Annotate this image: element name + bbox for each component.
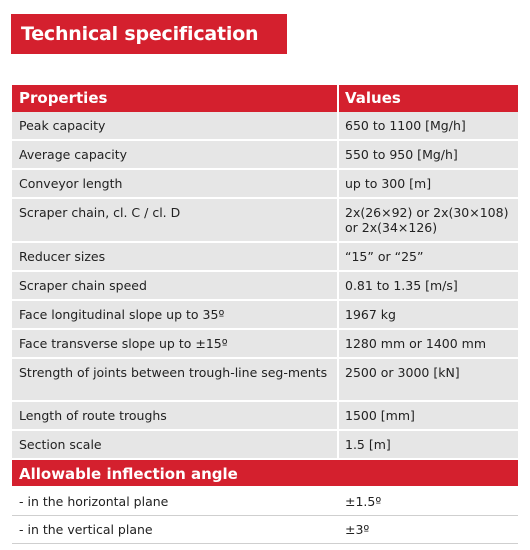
property-cell: Conveyor length (12, 170, 339, 197)
value-cell: “15” or “25” (339, 243, 518, 270)
value-cell: 1.5 [m] (339, 431, 518, 458)
table-row (12, 330, 518, 359)
property-cell: Face longitudinal slope up to 35º (12, 301, 339, 328)
value-cell: 1967 kg (339, 301, 518, 328)
property-cell: Scraper chain speed (12, 272, 339, 299)
table-row (12, 431, 518, 460)
table-row (12, 112, 518, 141)
property-cell: Section scale (12, 431, 339, 458)
property-cell: Scraper chain, cl. C / cl. D (12, 199, 339, 241)
property-cell: Length of route troughs (12, 402, 339, 429)
specification-table (12, 85, 518, 544)
table-row (12, 170, 518, 199)
value-cell: 2500 or 3000 [kN] (339, 359, 518, 400)
table-row (12, 141, 518, 170)
property-cell: Average capacity (12, 141, 339, 168)
table-row (12, 301, 518, 330)
table-row (12, 272, 518, 301)
header-properties: Properties (12, 85, 339, 112)
value-cell: 0.81 to 1.35 [m/s] (339, 272, 518, 299)
table-row (12, 359, 518, 402)
value-cell: 550 to 950 [Mg/h] (339, 141, 518, 168)
value-cell: ±3º (345, 522, 370, 537)
property-cell: - in the vertical plane (19, 522, 153, 537)
header-values: Values (345, 89, 401, 107)
property-cell: - in the horizontal plane (19, 494, 169, 509)
value-cell: 650 to 1100 [Mg/h] (339, 112, 518, 139)
table-row (12, 199, 518, 243)
inflection-section-title: Allowable inflection angle (12, 460, 518, 488)
property-cell: Strength of joints between trough-line seg-ments (12, 359, 339, 400)
property-cell: Peak capacity (12, 112, 339, 139)
property-cell: Reducer sizes (12, 243, 339, 270)
value-cell: up to 300 [m] (339, 170, 518, 197)
value-cell: 2x(26×92) or 2x(30×108) or 2x(34×126) (339, 199, 518, 241)
table-header (12, 85, 518, 112)
property-cell: Face transverse slope up to ±15º (12, 330, 339, 357)
value-cell: 1280 mm or 1400 mm (339, 330, 518, 357)
table-row (12, 488, 518, 516)
value-cell: 1500 [mm] (339, 402, 518, 429)
table-row (12, 516, 518, 544)
table-row (12, 402, 518, 431)
value-cell: ±1.5º (345, 494, 382, 509)
page-title: Technical specification (11, 14, 287, 54)
table-row (12, 243, 518, 272)
